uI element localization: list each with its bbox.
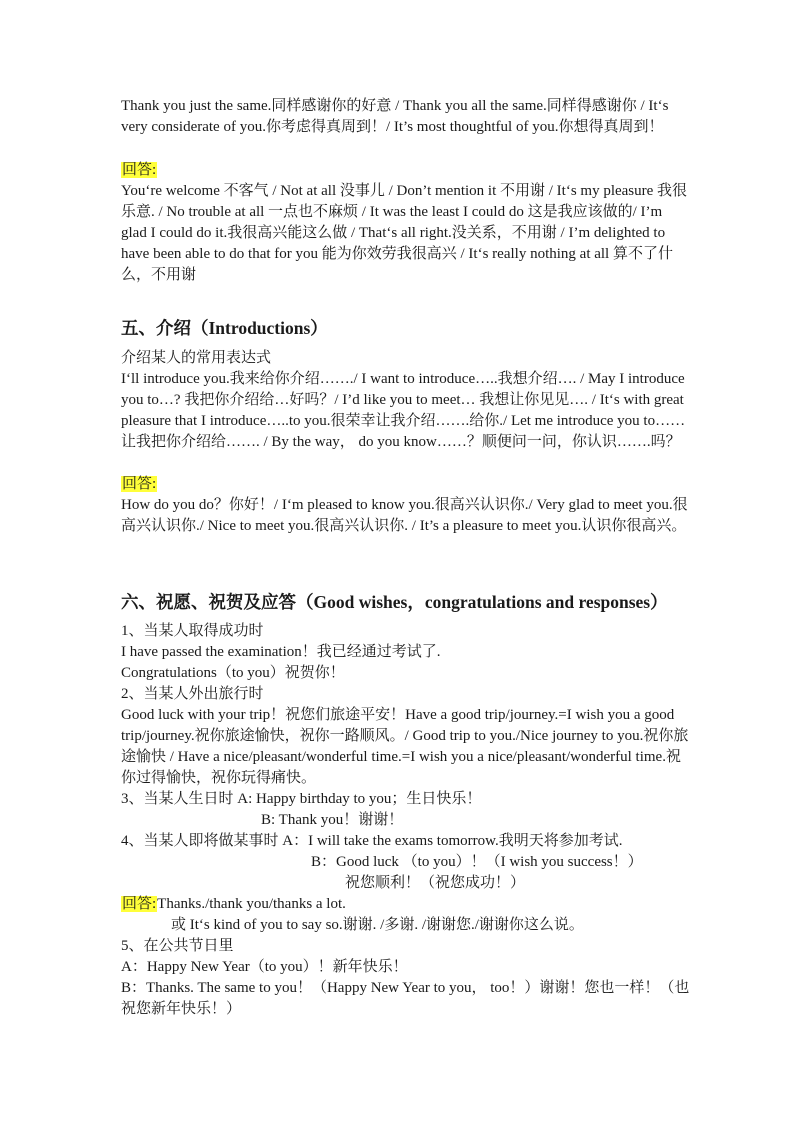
item4-line-a: 4、当某人即将做某事时 A：I will take the exams tomorrow.我明天将参加考试. — [121, 833, 623, 849]
item2-title: 2、当某人外出旅行时 — [121, 686, 264, 702]
item3-line-a: 3、当某人生日时 A: Happy birthday to you；生日快乐！ — [121, 791, 482, 807]
answer-highlight-label: 回答: — [122, 476, 157, 492]
introductions-heading: 五、介绍（Introductions） — [121, 318, 328, 338]
introductions-answer-label-line — [121, 474, 691, 495]
item3-line-b: B: Thank you！谢谢！ — [261, 812, 404, 828]
item1-line1: I have passed the examination！我已经通过考试了. — [121, 644, 441, 660]
thanks-responses-paragraph: You‘re welcome 不客气 / Not at all 没事儿 / Don’t mention it 不用谢 / It‘s my pleasure 我很乐意. / No trouble at all 一点也不麻烦 / It was the least I could do 这是我应该做的/ I’m glad I could do it.我很高兴能这么做 / That‘s all right.没关系，不用谢 / I’m delighted to have been able to do that for you 能为你效劳我很高兴 / It‘s really nothing at all 算不了什么，不用谢 — [121, 183, 688, 283]
answer-highlight-label: 回答: — [122, 896, 157, 912]
item4-line-c: 祝您顺利！（祝您成功！） — [345, 875, 526, 891]
answer-text: Thanks./thank you/thanks a lot. — [157, 896, 346, 912]
introductions-responses-paragraph: How do you do？你好！/ I‘m pleased to know you.很高兴认识你./ Very glad to meet you.很高兴认识你./ Nice to meet you.很高兴认识你. / It’s a pleasure to meet you.认识你很高兴。 — [121, 497, 688, 534]
introductions-subheading: 介绍某人的常用表达式 — [121, 350, 272, 366]
good-wishes-heading: 六、祝愿、祝贺及应答（Good wishes，congratulations and responses） — [121, 592, 668, 612]
wishes-answer-line2: 或 It‘s kind of you to say so.谢谢. /多谢. /谢谢您./谢谢你这么说。 — [171, 917, 584, 933]
item5-line-b: B：Thanks. The same to you！（Happy New Year to you， too！）谢谢！您也一样！（也祝您新年快乐！） — [121, 980, 690, 1017]
item4-line-b: B：Good luck （to you）！（I wish you success！） — [311, 854, 643, 870]
item2-paragraph: Good luck with your trip！祝您们旅途平安！Have a good trip/journey.=I wish you a good trip/journey.祝你旅途愉快，祝你一路顺风。/ Good trip to you./Nice journey to you.祝你旅途愉快 / Have a nice/pleasant/wonderful time.=I wish you a nice/pleasant/wonderful time.祝你过得愉快，祝你玩得痛快。 — [121, 707, 689, 786]
wishes-answer-line1 — [121, 894, 346, 915]
thanks-answer-label-line — [121, 160, 691, 181]
item1-title: 1、当某人取得成功时 — [121, 623, 264, 639]
item5-title: 5、在公共节日里 — [121, 938, 234, 954]
item5-line-a: A：Happy New Year（to you）！新年快乐！ — [121, 959, 408, 975]
item1-line2: Congratulations（to you）祝贺你！ — [121, 665, 345, 681]
introductions-expressions-paragraph: I‘ll introduce you.我来给你介绍……./ I want to introduce…..我想介绍…. / May I introduce you to…? 我把你介绍给…好吗？/ I’d like you to meet… 我想让你见见…. / It‘s with great pleasure that I introduce…..to you.很荣幸让我介绍…….给你./ Let me introduce you to……让我把你介绍给……. / By the way， do you know……？顺便问一问，你认识…….吗？ — [121, 371, 686, 450]
answer-highlight-label: 回答: — [122, 162, 157, 178]
thanks-expressions-paragraph: Thank you just the same.同样感谢你的好意 / Thank you all the same.同样得感谢你 / It‘s very considerate of you.你考虑得真周到！/ It’s most thoughtful of you.你想得真周到！ — [121, 98, 669, 135]
